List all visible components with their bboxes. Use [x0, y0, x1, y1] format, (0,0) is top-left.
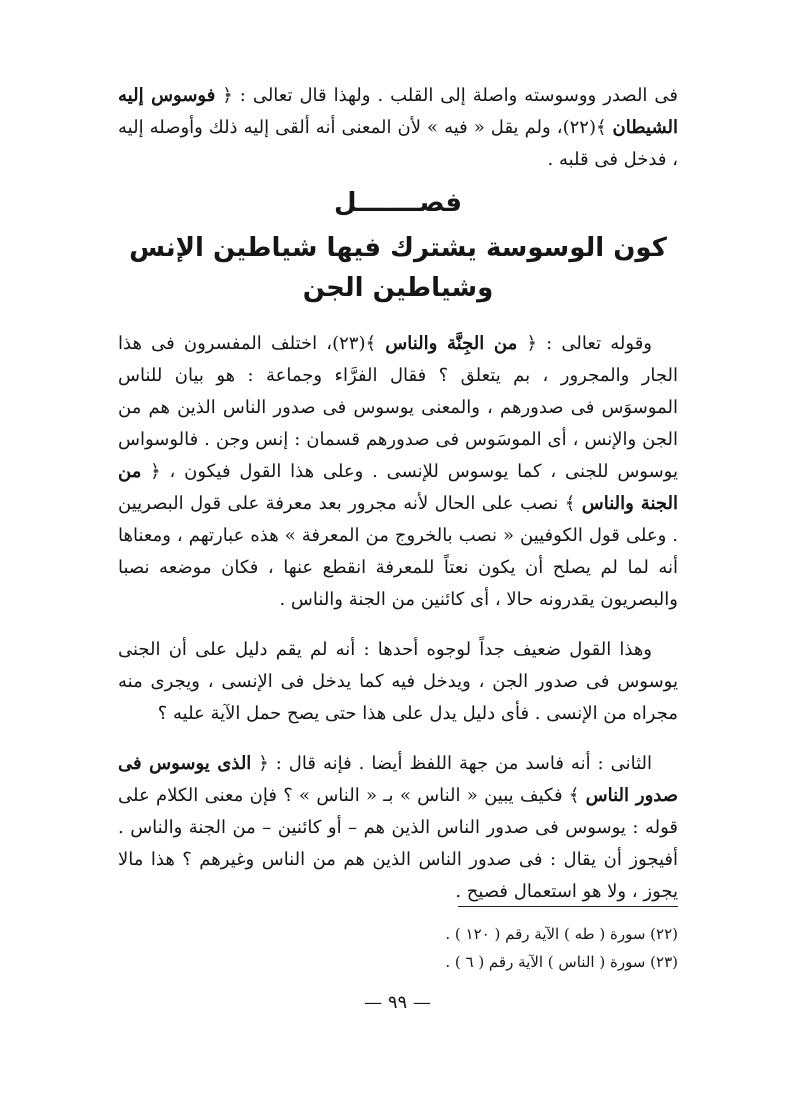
section-ornament: فصـــــــل — [333, 188, 463, 218]
p1-quran-quote-1: من الجِنَّة والناس — [385, 333, 518, 354]
intro-paragraph — [118, 80, 678, 176]
p1-text-2: ﴾(٢٣)، اختلف المفسرون فى هذا الجار والمجرور ، بم يتعلق ؟ فقال الفرَّاء وجماعة : هو بيان للناس الموسوَس فى صدورهم ، والمعنى يوسوس فى صدور الناس الذين هم من الجن والإنس ، أى الموسَوس فى صدورهم قسمان : إنس وجن . فالوسواس يوسوس للجنى ، كما يوسوس للإنسى . وعلى هذا القول فيكون ، ﴿ — [118, 333, 678, 482]
intro-quran-quote: فوسوس إليه الشيطان — [118, 85, 678, 138]
p3-quran-quote: الذى يوسوس فى صدور الناس — [118, 753, 678, 806]
p3-text-2: ﴾ فكيف يبين « الناس » بـ « الناس » ؟ فإن معنى الكلام على قوله : يوسوس فى صدور الناس الذين هم – أو كائنين – من الجنة والناس . أفيجوز أن يقال : فى صدور الناس الذين هم من الناس وغيرهم ؟ هذا مالا يجوز ، ولا هو استعمال فصيح . — [118, 785, 678, 902]
page-body — [118, 80, 678, 908]
intro-text-2: ﴾(٢٢)، ولم يقل « فيه » لأن المعنى أنه ألقى إليه ذلك وأوصله إليه ، فدخل فى قلبه . — [118, 117, 678, 170]
p1-text-1: وقوله تعالى : ﴿ — [517, 333, 652, 354]
p3-text-1: الثانى : أنه فاسد من جهة اللفظ أيضا . فإنه قال : ﴿ — [251, 753, 652, 774]
p1-text-3: ﴾ نصب على الحال لأنه مجرور بعد معرفة على قول البصريين . وعلى قول الكوفيين « نصب بالخروج من المعرفة » هذه عبارتهم ، ومعناها أنه لما لم يصلح أن يكون نعتاً للمعرفة انقطع عنها ، فكان موضعه نصبا والبصريون يقدرونه حالا ، أى كائنين من الجنة والناس . — [118, 493, 678, 610]
section-ornament-wrap — [118, 184, 678, 222]
footnote-23: (٢٣) سورة ( الناس ) الآية رقم ( ٦ ) . — [445, 953, 678, 971]
footnote-divider — [458, 906, 678, 907]
p1-quran-quote-2: من الجنة والناس — [118, 461, 678, 514]
page-number: — ٩٩ — — [364, 992, 431, 1013]
section-heading: كون الوسوسة يشترك فيها شياطين الإنس وشياطين الجن — [129, 233, 667, 303]
paragraph-1 — [118, 328, 678, 616]
intro-text-1: فى الصدر ووسوسته واصلة إلى القلب . ولهذا قال تعالى : ﴿ — [215, 85, 678, 106]
footnote-22: (٢٢) سورة ( طه ) الآية رقم ( ١٢٠ ) . — [445, 925, 678, 943]
footnotes — [118, 920, 678, 976]
paragraph-2: وهذا القول ضعيف جداً لوجوه أحدها : أنه لم يقم دليل على أن الجنى يوسوس فى صدور الجن ، ويدخل فيه كما يدخل فى الإنسى ، ويجرى منه مجراه من الإنسى . فأى دليل يدل على هذا حتى يصح حمل الآية عليه ؟ — [118, 639, 678, 724]
paragraph-3 — [118, 748, 678, 908]
